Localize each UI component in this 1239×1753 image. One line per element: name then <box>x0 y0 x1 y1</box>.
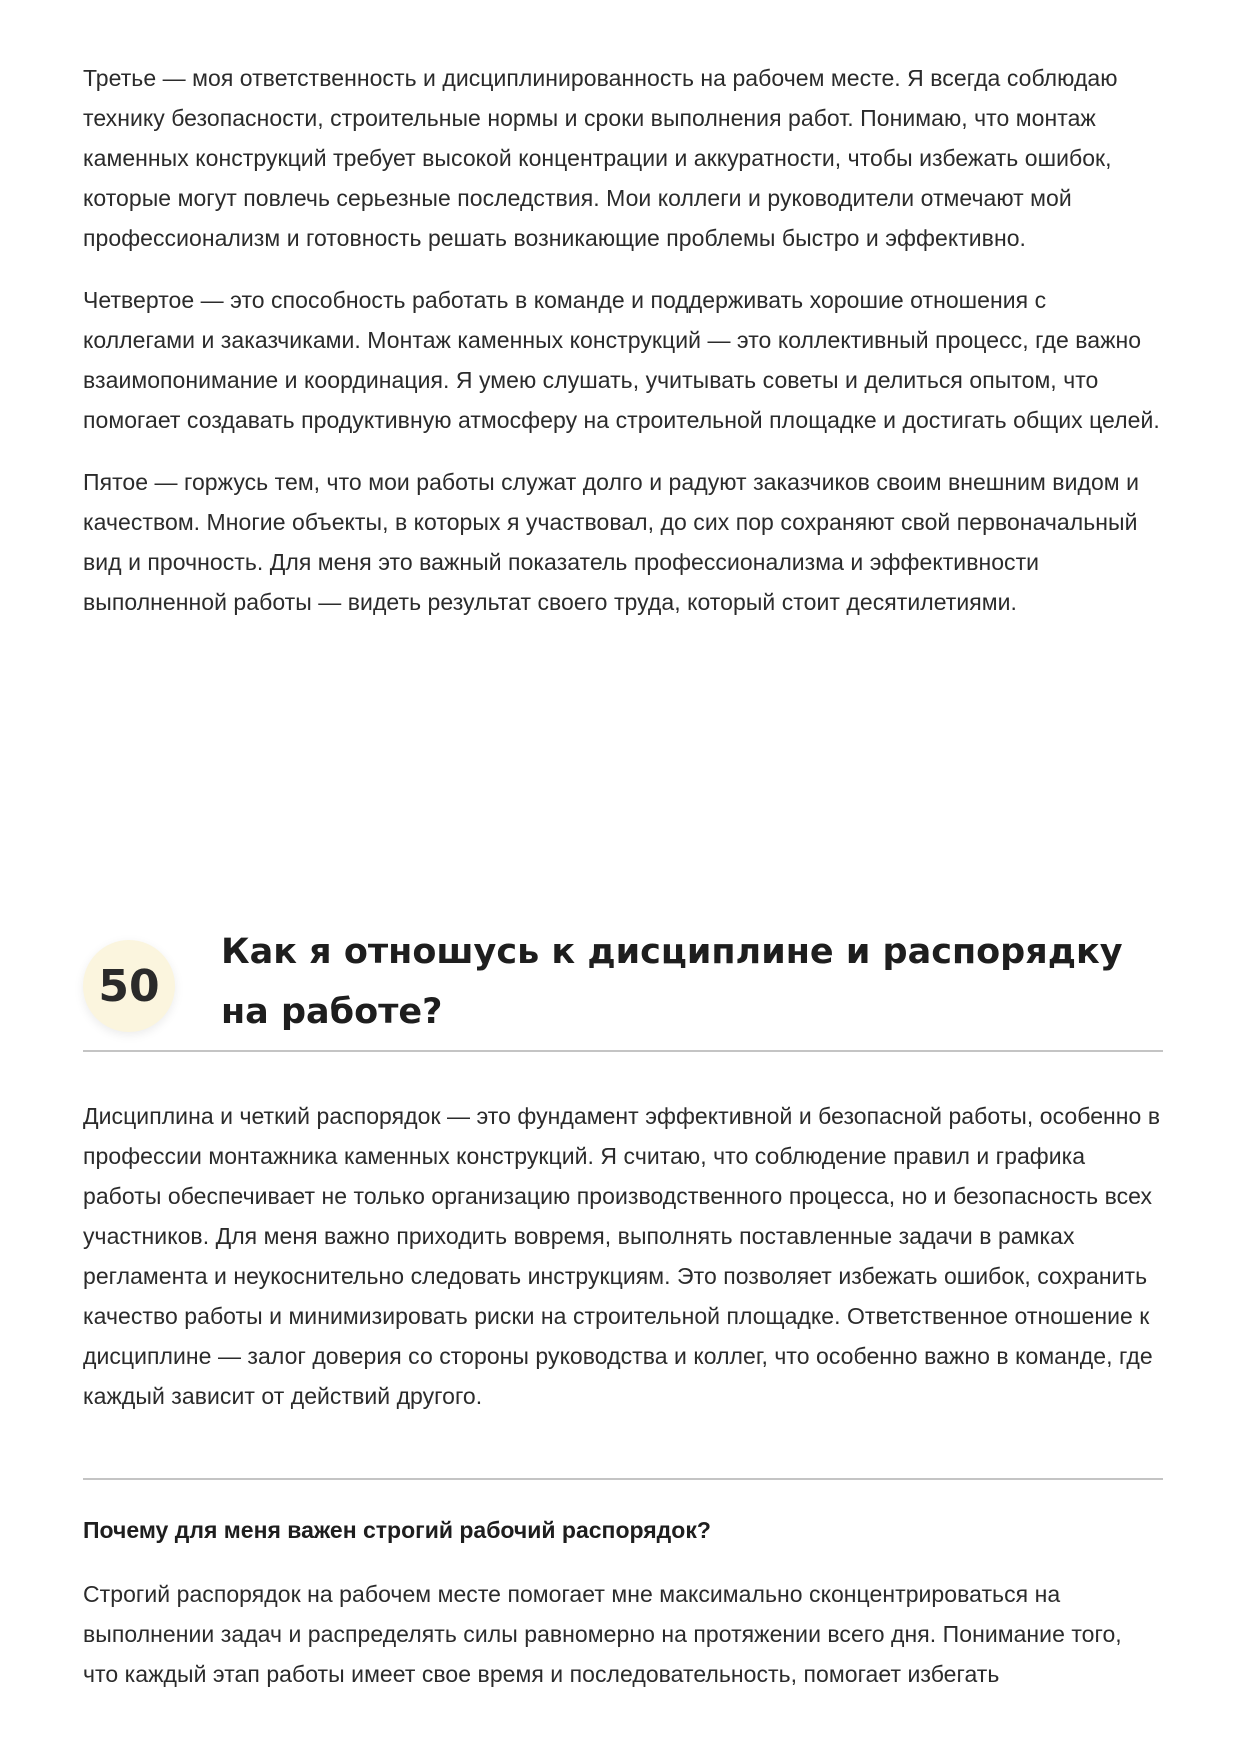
answer-paragraph: Дисциплина и четкий распорядок — это фундамент эффективной и безопасной работы, особенно в профессии монтажника каменных конструкций. Я считаю, что соблюдение правил и графика работы обеспечивает не только организацию производственного процесса, но и безопасность всех участников. Для меня важно приходить вовремя, выполнять поставленные задачи в рамках регламента и неукоснительно следовать инструкциям. Это позволяет избежать ошибок, сохранить качество работы и минимизировать риски на строительной площадке. Ответственное отношение к дисциплине — залог доверия со стороны руководства и коллег, что особенно важно в команде, где каждый зависит от действий другого. <box>83 1103 1161 1409</box>
subsection-body <box>83 1574 1163 1694</box>
question-number-badge: 50 <box>83 940 175 1032</box>
section-divider <box>83 1478 1163 1480</box>
question-answer <box>83 1096 1163 1416</box>
intro-section <box>83 58 1163 622</box>
paragraph-fourth: Четвертое — это способность работать в команде и поддерживать хорошие отношения с коллегами и заказчиками. Монтаж каменных конструкций — это коллективный процесс, где важно взаимопонимание и координация. Я умею слушать, учитывать советы и делиться опытом, что помогает создавать продуктивную атмосферу на строительной площадке и достигать общих целей. <box>83 287 1160 433</box>
paragraph-third: Третье — моя ответственность и дисциплинированность на рабочем месте. Я всегда соблюдаю технику безопасности, строительные нормы и сроки выполнения работ. Понимаю, что монтаж каменных конструкций требует высокой концентрации и аккуратности, чтобы избежать ошибок, которые могут повлечь серьезные последствия. Мои коллеги и руководители отмечают мой профессионализм и готовность решать возникающие проблемы быстро и эффективно. <box>83 65 1118 251</box>
subsection-title: Почему для меня важен строгий рабочий распорядок? <box>83 1517 711 1543</box>
question-title: Как я отношусь к дисциплине и распорядку на работе? <box>221 932 1123 1032</box>
question-divider <box>83 1050 1163 1052</box>
paragraph-fifth: Пятое — горжусь тем, что мои работы служат долго и радуют заказчиков своим внешним видом и качеством. Многие объекты, в которых я участвовал, до сих пор сохраняют свой первоначальный вид и прочность. Для меня это важный показатель профессионализма и эффективности выполненной работы — видеть результат своего труда, который стоит десятилетиями. <box>83 469 1139 615</box>
subsection-paragraph: Строгий распорядок на рабочем месте помогает мне максимально сконцентрироваться на выполнении задач и распределять силы равномерно на протяжении всего дня. Понимание того, что каждый этап работы имеет свое время и последовательность, помогает избегать <box>83 1581 1122 1687</box>
